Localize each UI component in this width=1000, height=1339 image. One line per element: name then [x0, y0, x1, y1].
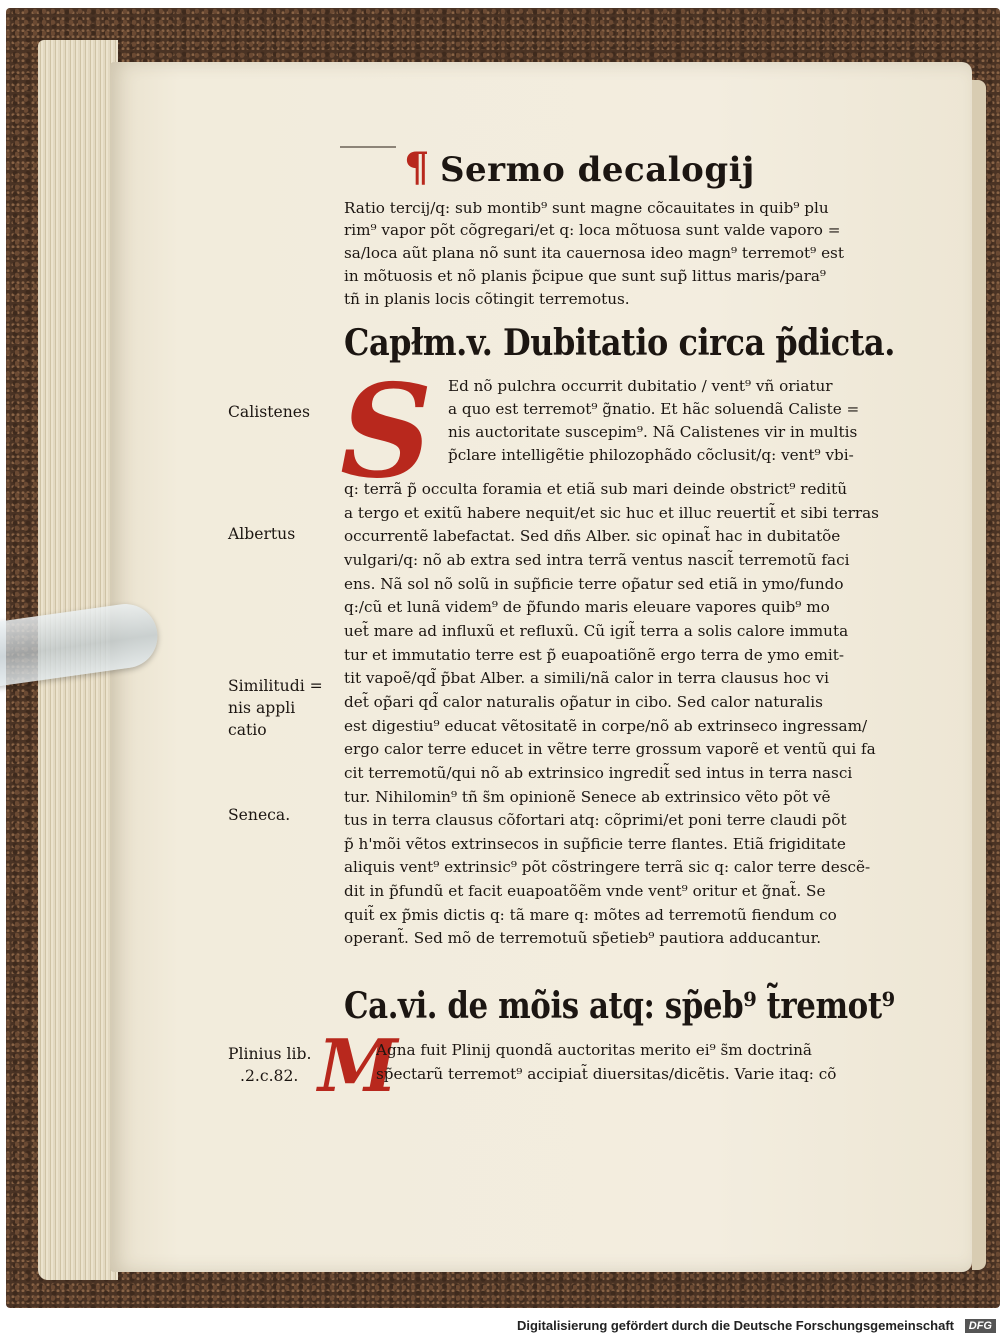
text-line: tus in terra clausus cõfortari atq: cõprimi/et poni terre claudi põt [344, 811, 847, 829]
text-line: tur et immutatio terre est p̃ euapoatiõnẽ ergo terra de ymo emit- [344, 646, 844, 664]
chapter-6-heading: Ca.vi. de mõis atq: sp̃eb⁹ t̃remot⁹ [344, 985, 895, 1027]
text-line: p̃ h'mõi vẽtos extrinsecos in sup̃ficie terre flantes. Etiã frigiditate [344, 835, 846, 853]
margin-note-plinius: .2.c.82. [240, 1067, 299, 1085]
dfg-logo: DFG [965, 1319, 996, 1333]
margin-note-similitudinis: catio [228, 721, 267, 739]
text-line: rim⁹ vapor põt cõgregari/et q: loca mõtuosa sunt valde vaporo = [344, 221, 841, 239]
text-line: cit terremotũ/qui nõ ab extrinsico ingredit̃ sed intus in terra nasci [344, 764, 853, 782]
margin-note-similitudinis: Similitudi = [228, 677, 323, 695]
text-line: nis auctoritate suscepim⁹. Nã Calistenes vir in multis [448, 423, 858, 441]
text-line: dit in p̃fundũ et facit euapoatõẽm vnde vent⁹ oritur et g̃nat̃. Se [344, 882, 826, 900]
pilcrow-icon: ¶ [404, 144, 430, 191]
text-line: a quo est terremot⁹ g̃natio. Et hãc soluendã Caliste = [448, 400, 860, 418]
text-line: ergo calor terre educet in vẽtre terre grossum vaporẽ et ventũ qui fa [344, 740, 876, 758]
text-line: in mõtuosis et nõ planis p̃cipue que sunt sup̃ littus maris/para⁹ [344, 267, 827, 285]
text-line: p̃clare intelligẽtie philozophãdo cõclusit/q: vent⁹ vbi- [448, 446, 854, 464]
text-line: tñ in planis locis cõtingit terremotus. [344, 290, 630, 308]
header-rule [340, 146, 396, 148]
text-line: est digestiu⁹ educat vẽtositatẽ in corpe/nõ ab extrinseco ingressam/ [344, 717, 868, 735]
chapter-5-heading: Capłm.v. Dubitatio circa p̃dicta. [344, 322, 895, 364]
text-line: q:/cũ et lunã videm⁹ de p̃fundo maris eleuare vapores quib⁹ mo [344, 598, 830, 616]
text-line: Agna fuit Plinij quondã auctoritas merito ei⁹ s̃m doctrinã [376, 1041, 812, 1059]
text-line: quit̃ ex p̃mis dictis q: tã mare q: mõtes ad terremotũ fiendum co [344, 906, 837, 924]
text-line: a tergo et exitũ habere nequit/et sic huc et illuc reuertit̃ et sibi terras [344, 504, 879, 522]
text-line: sp̃ectarũ terremot⁹ accipiat̃ diuersitas/dicẽtis. Varie itaq: cõ [376, 1065, 837, 1083]
text-line: q: terrã p̃ occulta foramia et etiã sub mari deinde obstrict⁹ reditũ [344, 480, 847, 498]
running-title: Sermo decalogij [440, 150, 755, 190]
margin-note-plinius: Plinius lib. [228, 1045, 312, 1063]
text-line: uet̃ mare ad influxũ et refluxũ. Cũ igit̃ terra a solis calore immuta [344, 622, 849, 640]
text-line: tur. Nihilomin⁹ tñ s̃m opinionẽ Senece ab extrinsico vẽto põt vẽ [344, 788, 831, 806]
right-page-edge [972, 80, 986, 1270]
text-line: vulgari/q: nõ ab extra sed intra terrã ventus nascit̃ terremotũ faci [344, 551, 850, 569]
footer-bar [0, 1316, 1000, 1339]
text-line: ens. Nã sol nõ solũ in sup̃ficie terre op̃atur sed etiã in ymo/fundo [344, 575, 844, 593]
text-line: operant̃. Sed mõ de terremotuũ sp̃etieb⁹ pautiora adducantur. [344, 929, 822, 947]
chapter-5-initial: S [340, 357, 433, 507]
footer-credit: Digitalisierung gefördert durch die Deutsche Forschungsgemeinschaft [516, 1318, 954, 1333]
margin-note-similitudinis: nis appli [228, 699, 296, 717]
text-line: Ed nõ pulchra occurrit dubitatio / vent⁹ vñ oriatur [448, 377, 833, 395]
text-line: Ratio tercij/q: sub montib⁹ sunt magne cõcauitates in quib⁹ plu [344, 199, 829, 217]
text-line: tit vapoẽ/qd̃ p̃bat Alber. a simili/nã calor in terra clausus hoc vi [344, 669, 829, 687]
margin-note-calistenes: Calistenes [228, 403, 310, 421]
text-line: aliquis vent⁹ extrinsic⁹ põt cõstringere terrã sic q: calor terre descẽ- [344, 858, 871, 876]
text-line: det̃ op̃ari qd̃ calor naturalis op̃atur in cibo. Sed calor naturalis [344, 693, 823, 711]
text-line: sa/loca aũt plana nõ sunt ita cauernosa ideo magn⁹ terremot⁹ est [344, 244, 844, 262]
margin-note-albertus: Albertus [228, 525, 296, 543]
text-line: occurrentẽ labefactat. Sed dñs Alber. sic opinat̃ hac in dubitatõe [344, 527, 841, 545]
margin-note-seneca: Seneca. [228, 806, 291, 824]
chapter-6-initial: M [318, 1023, 398, 1108]
